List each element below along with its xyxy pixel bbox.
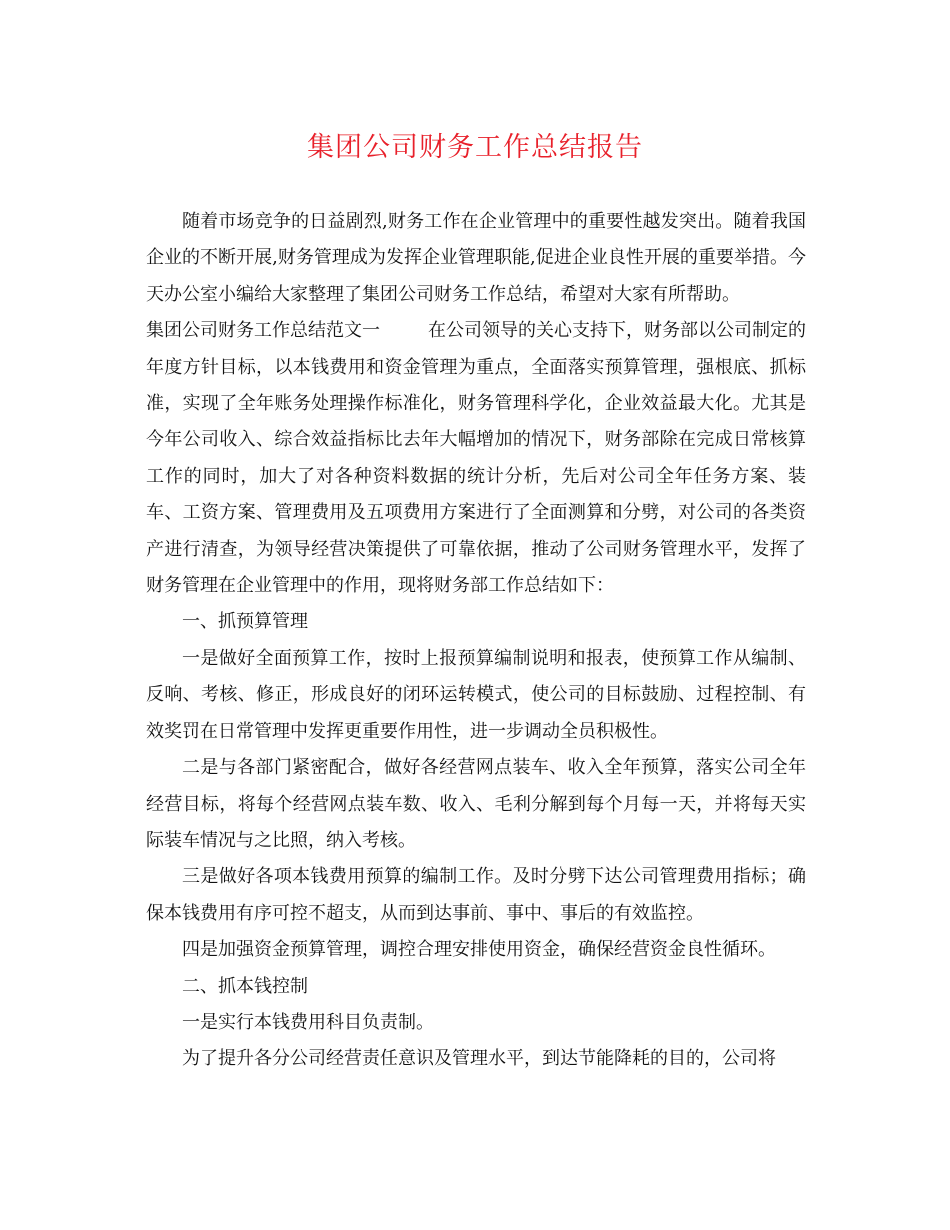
subheading-budget: 一、抓预算管理	[182, 611, 308, 633]
document-body	[146, 204, 806, 1078]
section-lead-text: 在公司领导的关心支持下，财务部以公司制定的年度方针目标，以本钱费用和资金管理为重点，全面落实预算管理，强根底、抓标准，实现了全年账务处理操作标准化，财务管理科学化，企业效益最大化。尤其是今年公司收入、综合效益指标比去年大幅增加的情况下，财务部除在完成日常核算工作的同时，加大了对各种资料数据的统计分析，先后对公司全年任务方案、装车、工资方案、管理费用及五项费用方案进行了全面测算和分劈，对公司的各类资产进行清查，为领导经营决策提供了可靠依据，推动了公司财务管理水平，发挥了财务管理在企业管理中的作用，现将财务部工作总结如下：	[146, 320, 806, 597]
subheading-cost: 二、抓本钱控制	[182, 975, 308, 997]
section-paragraph	[146, 313, 806, 604]
section-heading: 集团公司财务工作总结范文一	[146, 320, 380, 342]
paragraph-budget-4: 四是加强资金预算管理，调控合理安排使用资金，确保经营资金良性循环。	[182, 939, 776, 961]
paragraph-budget-2: 二是与各部门紧密配合，做好各经营网点装车、收入全年预算，落实公司全年经营目标，将每个经营网点装车数、收入、毛利分解到每个月每一天，并将每天实际装车情况与之比照，纳入考核。	[146, 757, 806, 851]
paragraph-cost-1: 一是实行本钱费用科目负责制。	[182, 1011, 434, 1033]
paragraph-budget-3: 三是做好各项本钱费用预算的编制工作。及时分劈下达公司管理费用指标；确保本钱费用有序可控不超支，从而到达事前、事中、事后的有效监控。	[146, 866, 806, 924]
document-title: 集团公司财务工作总结报告	[307, 132, 643, 163]
intro-paragraph: 随着市场竞争的日益剧烈,财务工作在企业管理中的重要性越发突出。随着我国企业的不断开展,财务管理成为发挥企业管理职能,促进企业良性开展的重要举措。今天办公室小编给大家整理了集团公司财务工作总结，希望对大家有所帮助。	[146, 211, 806, 305]
paragraph-cost-2: 为了提升各分公司经营责任意识及管理水平，到达节能降耗的目的，公司将	[182, 1048, 776, 1070]
paragraph-budget-1: 一是做好全面预算工作，按时上报预算编制说明和报表，使预算工作从编制、反响、考核、修正，形成良好的闭环运转模式，使公司的目标鼓励、过程控制、有效奖罚在日常管理中发挥更重要作用性，进一步调动全员积极性。	[146, 647, 806, 742]
